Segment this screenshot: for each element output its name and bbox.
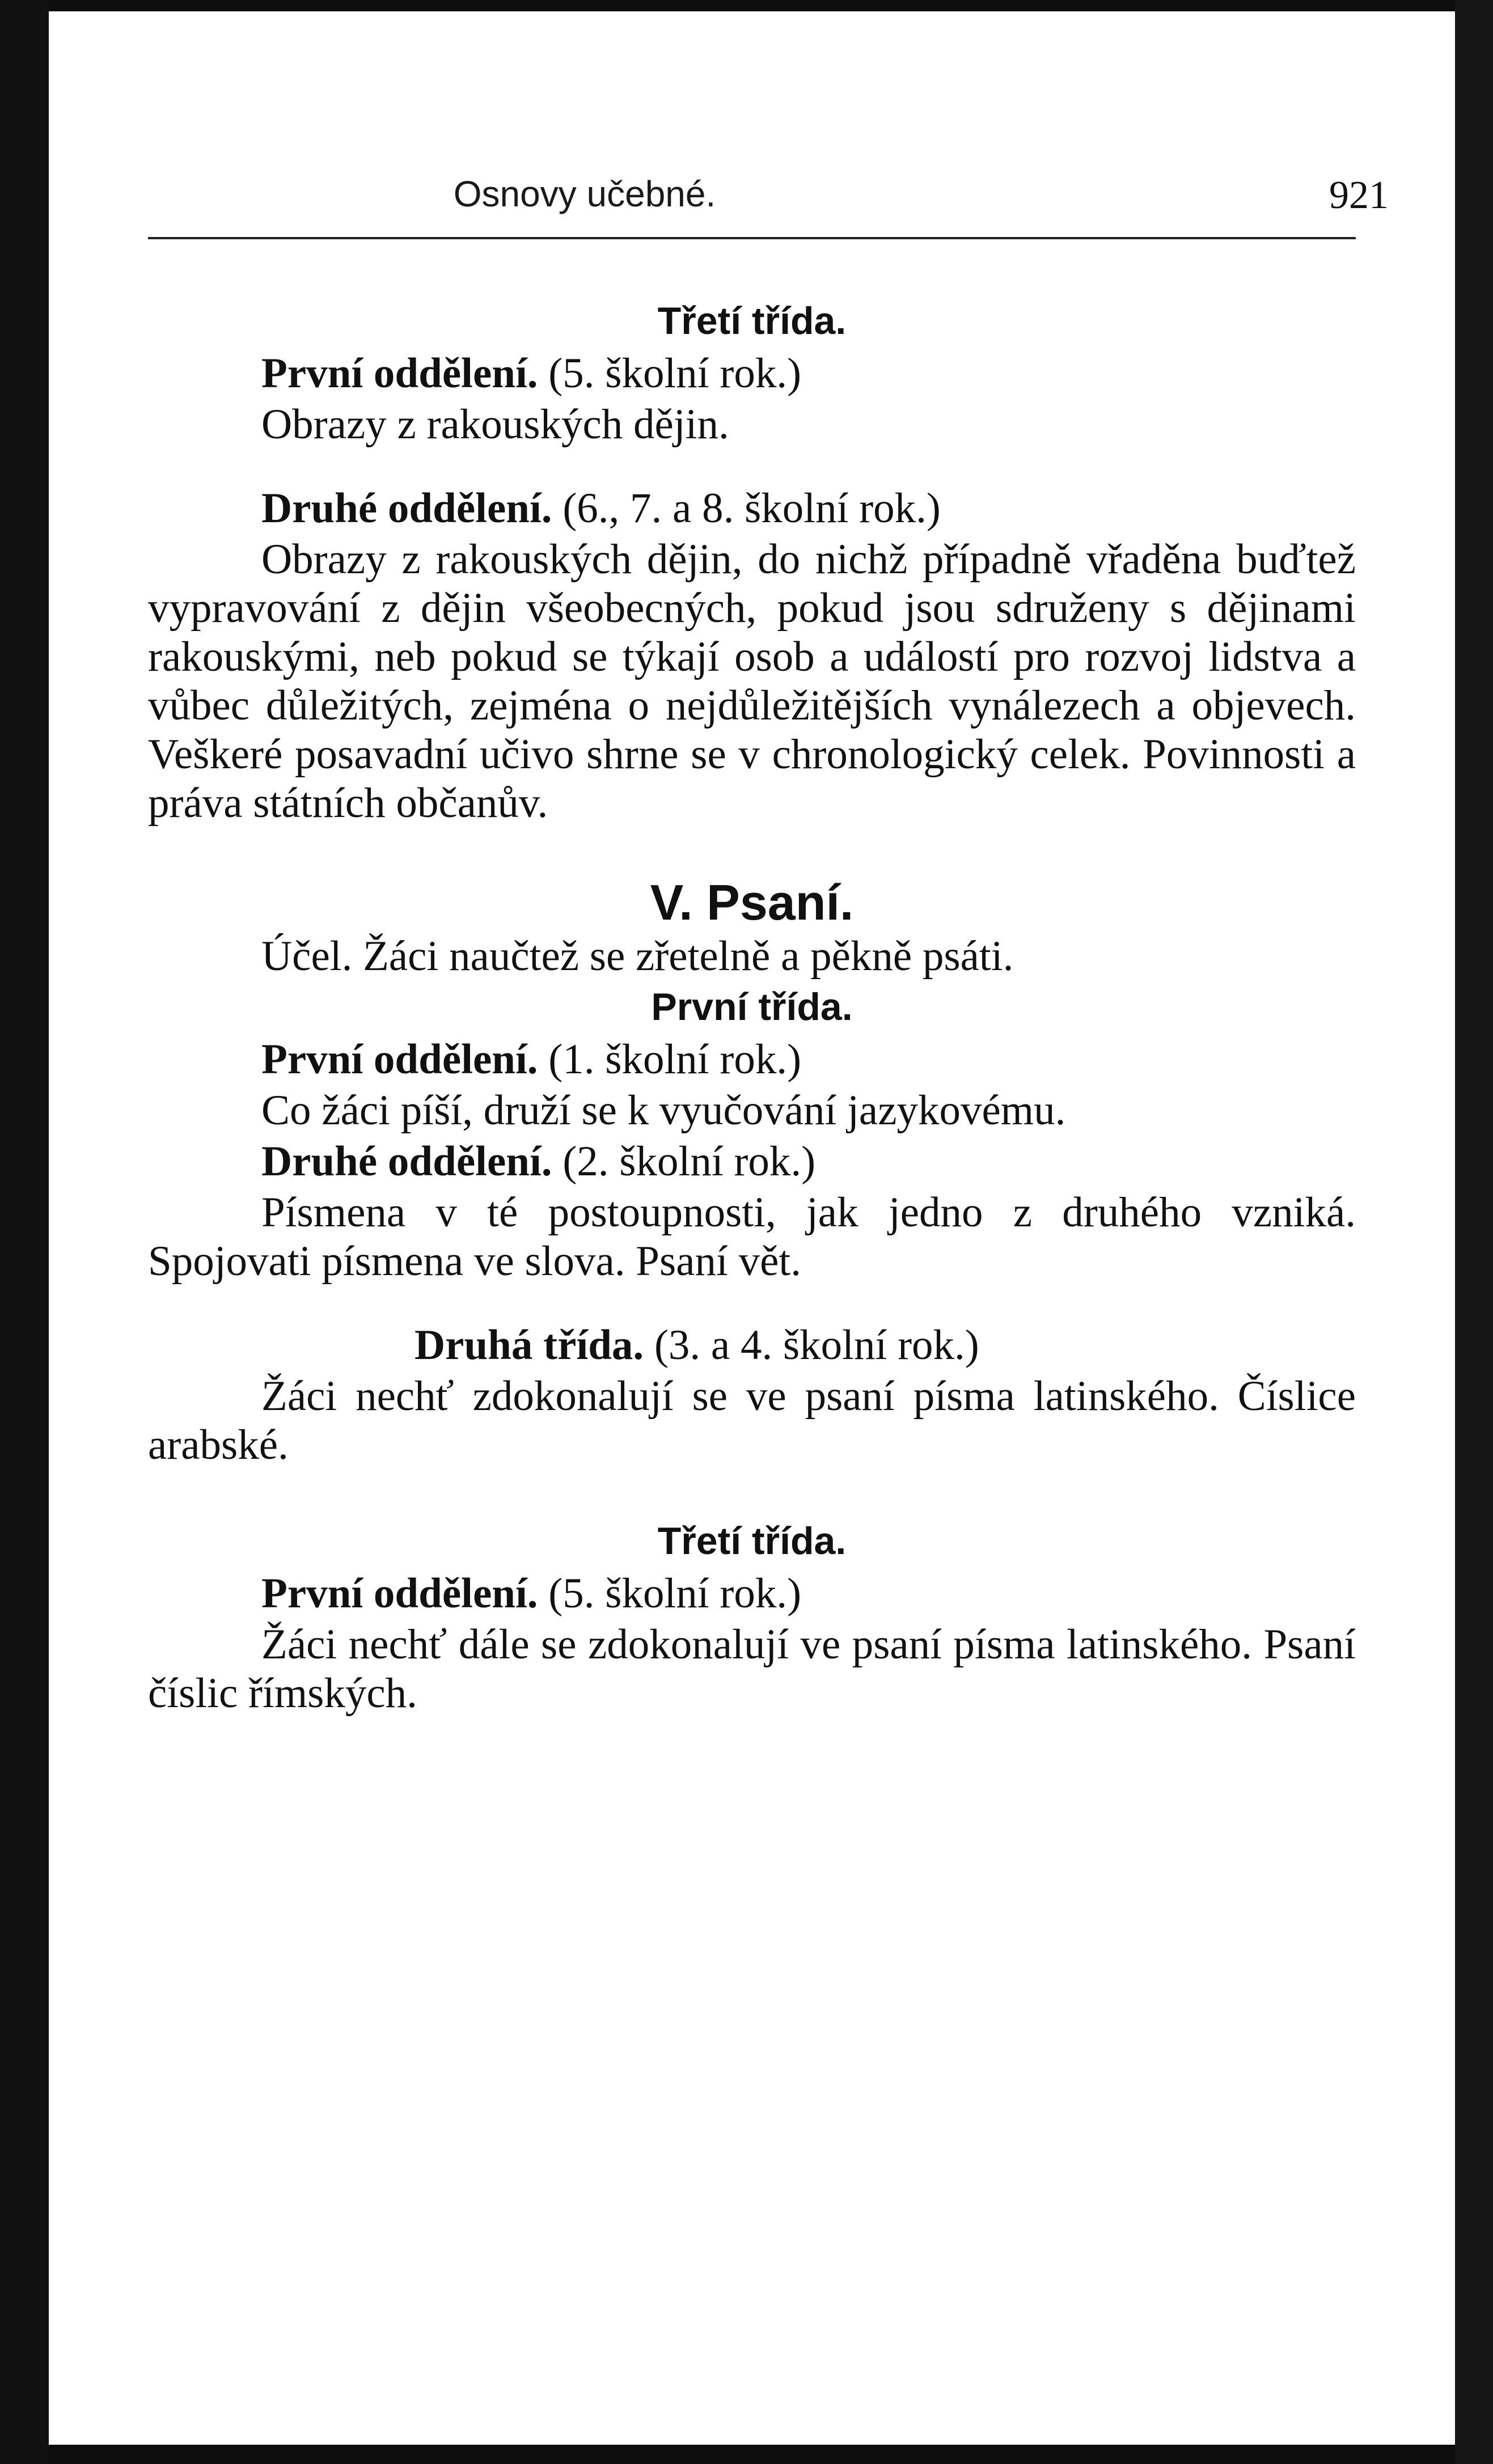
paragraph-writing-aim: Účel. Žáci naučtež se zřetelně a pěkně psáti.	[261, 933, 1014, 980]
grade-heading-writing-third: Třetí třída.	[657, 1519, 847, 1563]
dept-line-writing-second	[148, 1319, 1356, 1372]
dept-heading: První oddělení.	[261, 1036, 538, 1083]
spacer	[148, 1470, 1356, 1515]
book-page	[49, 11, 1455, 2445]
dept-years: (2. školní rok.)	[562, 1138, 816, 1185]
dept-line-history-third-first	[148, 347, 1356, 400]
section-heading-writing: V. Psaní.	[650, 874, 854, 930]
scan-left-border	[0, 0, 49, 2464]
grade-heading-history-third: Třetí třída.	[657, 299, 847, 342]
dept-years: (1. školní rok.)	[548, 1036, 802, 1083]
dept-line-writing-first-second	[148, 1135, 1356, 1188]
text-column	[148, 295, 1356, 1718]
spacer	[148, 1286, 1356, 1319]
spacer	[148, 449, 1356, 482]
paragraph-history-dept1: Obrazy z rakouských dějin.	[261, 401, 729, 448]
page-number: 921	[1329, 173, 1389, 217]
running-head: Osnovy učebné.	[453, 173, 716, 214]
dept-heading: Druhé oddělení.	[261, 485, 552, 532]
paragraph-writing-grade3-dept1: Žáci nechť dále se zdokonalují ve psaní písma latinského. Psaní číslic římských.	[148, 1621, 1356, 1717]
paragraph-writing-grade1-dept2: Písmena v té postoupnosti, jak jedno z druhého vzniká. Spojovati písmena ve slova. Psaní vět.	[148, 1189, 1356, 1285]
dept-years: (5. školní rok.)	[548, 1570, 802, 1617]
paragraph-history-dept2: Obrazy z rakouských dějin, do nichž případně vřaděna buďtež vypravování z dějin všeobecných, pokud jsou sdruženy s dějinami rakouskými, neb pokud se týkají osob a událostí pro rozvoj lidstva a vůbec důležitých, zejména o nejdůležitějších vynálezech a objevech. Veškeré posavadní učivo shrne se v chronologický celek. Povinnosti a práva státních občanův.	[148, 536, 1356, 827]
grade-heading-writing-second: Druhá třída.	[415, 1322, 644, 1369]
paragraph-writing-grade1-dept1: Co žáci píší, druží se k vyučování jazykovému.	[261, 1087, 1066, 1134]
dept-line-writing-first-first	[148, 1033, 1356, 1086]
paragraph-writing-grade2: Žáci nechť zdokonalují se ve psaní písma latinského. Číslice arabské.	[148, 1373, 1356, 1468]
dept-line-history-third-second	[148, 482, 1356, 535]
spacer	[148, 828, 1356, 873]
dept-heading: První oddělení.	[261, 1570, 538, 1617]
header-rule	[148, 237, 1356, 239]
dept-line-writing-third-first	[148, 1567, 1356, 1620]
dept-heading: Druhé oddělení.	[261, 1138, 552, 1185]
dept-years: (6., 7. a 8. školní rok.)	[562, 485, 941, 532]
grade-heading-writing-first: První třída.	[651, 985, 853, 1028]
dept-years: (5. školní rok.)	[548, 350, 802, 397]
scan-right-border	[1455, 0, 1493, 2464]
dept-heading: První oddělení.	[261, 350, 538, 397]
grade-years: (3. a 4. školní rok.)	[654, 1322, 979, 1369]
